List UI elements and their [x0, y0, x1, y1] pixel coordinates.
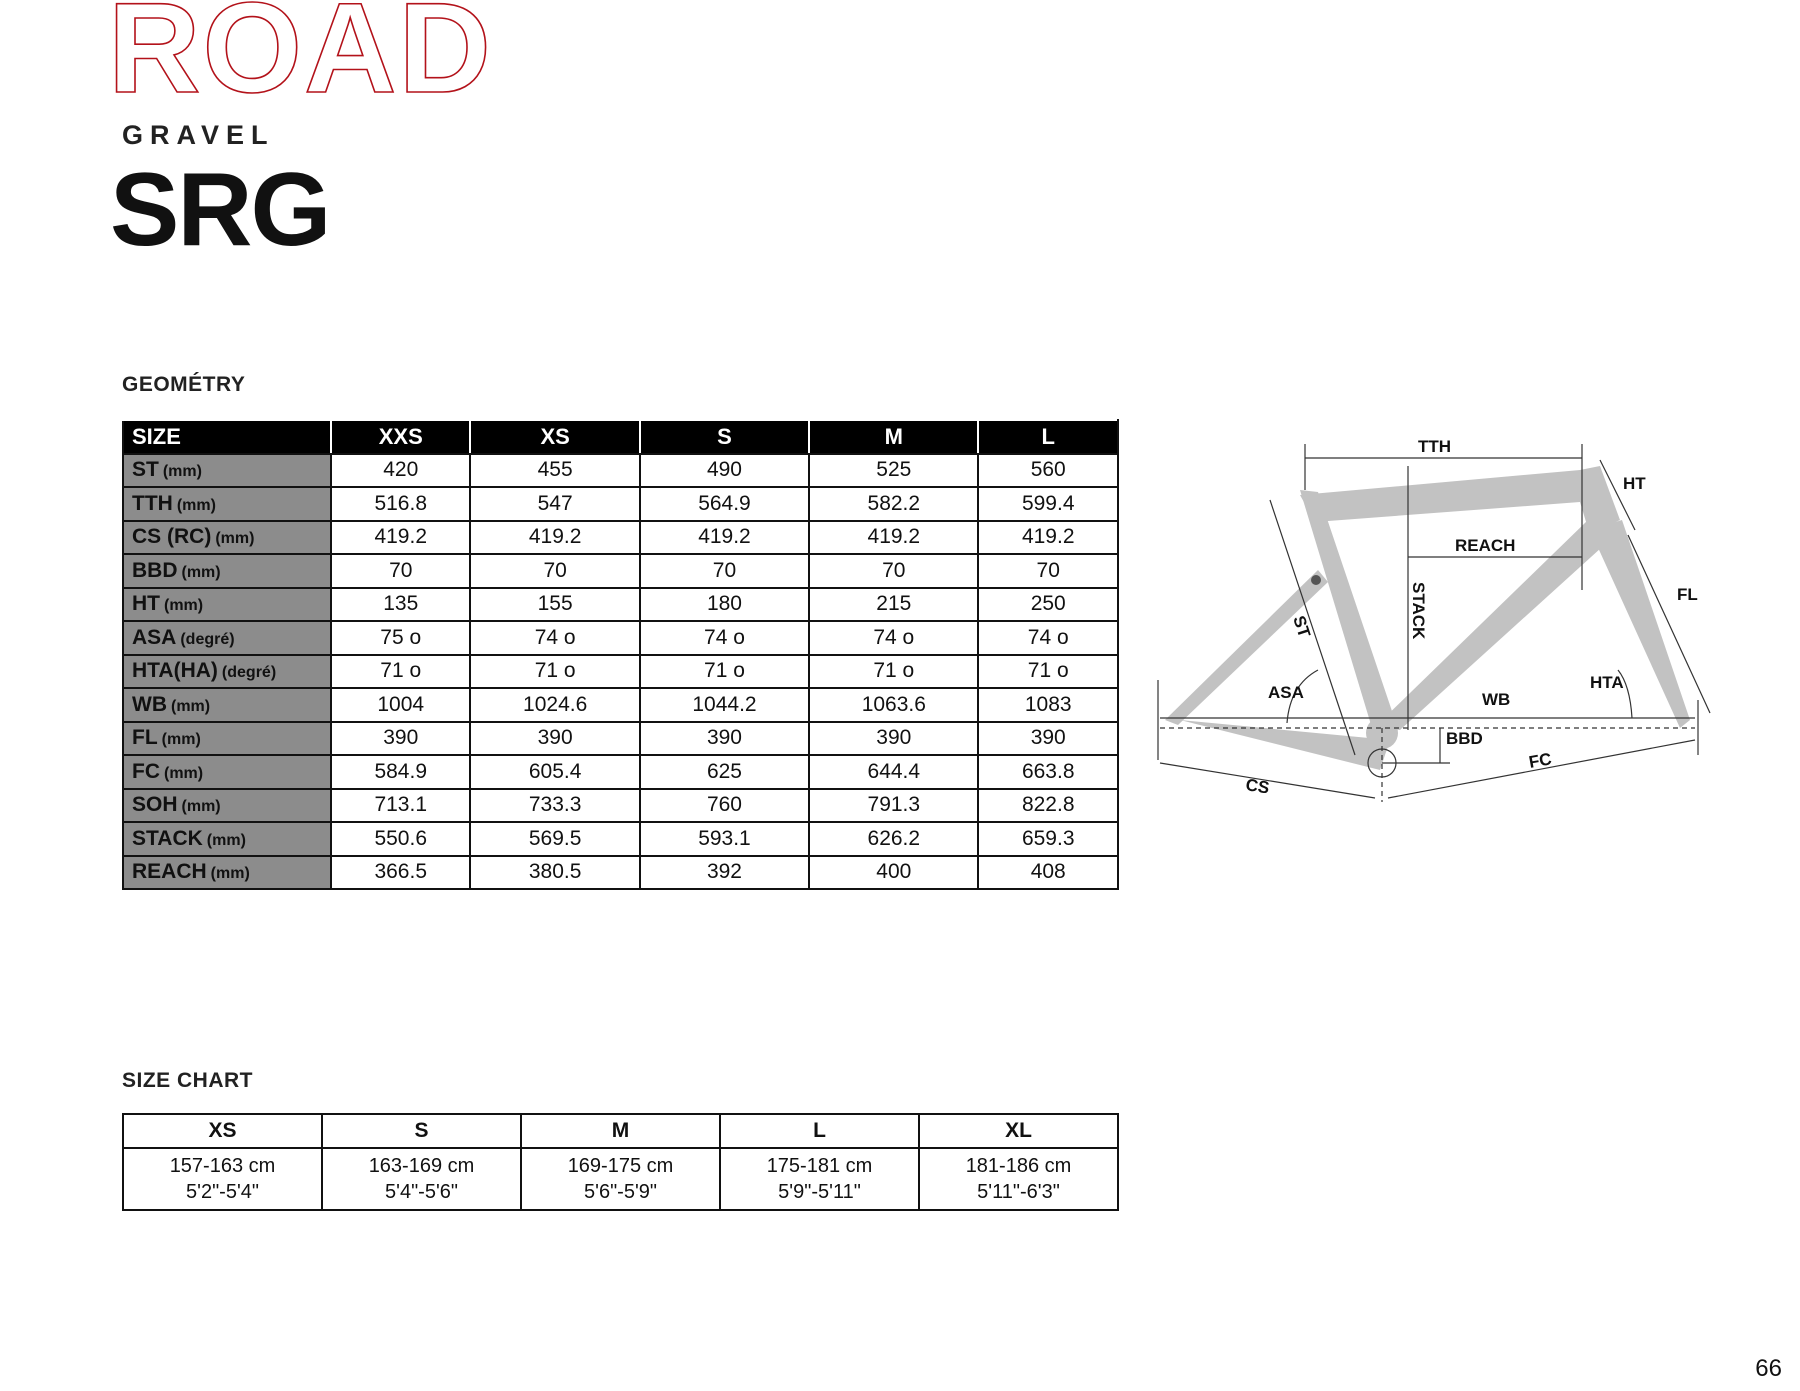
geometry-value-cell: 593.1	[640, 822, 809, 856]
geometry-value-cell: 366.5	[331, 856, 470, 890]
geometry-value-cell: 74 o	[640, 621, 809, 655]
category-label: GRAVEL	[122, 120, 275, 150]
size-chart-col-header: M	[521, 1114, 720, 1148]
geometry-value-cell: 525	[809, 454, 978, 488]
size-chart-title: SIZE CHART	[122, 1069, 253, 1092]
geometry-row	[123, 454, 1118, 488]
geometry-value-cell: 408	[978, 856, 1118, 890]
geometry-value-cell: 1004	[331, 688, 470, 722]
geometry-value-cell: 569.5	[470, 822, 639, 856]
geometry-value-cell: 390	[470, 722, 639, 756]
geometry-row	[123, 554, 1118, 588]
geometry-value-cell: 70	[470, 554, 639, 588]
geometry-value-cell: 390	[809, 722, 978, 756]
size-chart-col-header: L	[720, 1114, 919, 1148]
geometry-value-cell: 605.4	[470, 755, 639, 789]
geometry-value-cell: 419.2	[809, 521, 978, 555]
geometry-row-label	[123, 722, 331, 756]
measure-unit: (mm)	[171, 697, 211, 715]
size-chart-row	[123, 1148, 1118, 1210]
diagram-label-wb: WB	[1482, 690, 1511, 709]
geometry-value-cell: 390	[978, 722, 1118, 756]
geometry-value-cell: 71 o	[978, 655, 1118, 689]
diagram-label-asa: ASA	[1268, 683, 1304, 702]
diagram-label-ht: HT	[1623, 474, 1646, 493]
geometry-value-cell: 390	[640, 722, 809, 756]
geometry-value-cell: 547	[470, 487, 639, 521]
model-title: SRG	[110, 152, 330, 268]
geometry-value-cell: 392	[640, 856, 809, 890]
height-ft: 5'4"-5'6"	[385, 1181, 458, 1203]
diagram-label-reach: REACH	[1455, 536, 1516, 555]
geometry-value-cell: 135	[331, 588, 470, 622]
height-ft: 5'2"-5'4"	[186, 1181, 259, 1203]
geometry-value-cell: 74 o	[809, 621, 978, 655]
geometry-col-header: S	[640, 420, 809, 454]
geometry-table	[122, 419, 1119, 890]
measure-name: FL	[132, 726, 158, 750]
geometry-value-cell: 550.6	[331, 822, 470, 856]
measure-name: HTA(HA)	[132, 659, 218, 683]
geometry-row	[123, 755, 1118, 789]
geometry-value-cell: 70	[331, 554, 470, 588]
geometry-row	[123, 789, 1118, 823]
geometry-value-cell: 74 o	[470, 621, 639, 655]
measure-name: ASA	[132, 625, 177, 649]
size-range-cell	[720, 1148, 919, 1210]
geometry-value-cell: 70	[640, 554, 809, 588]
geometry-value-cell: 70	[978, 554, 1118, 588]
measure-unit: (mm)	[164, 597, 204, 615]
geometry-value-cell: 659.3	[978, 822, 1118, 856]
geometry-value-cell: 713.1	[331, 789, 470, 823]
fork	[1590, 520, 1690, 728]
geometry-row-label	[123, 521, 331, 555]
geometry-value-cell: 420	[331, 454, 470, 488]
measure-unit: (mm)	[181, 563, 221, 581]
measure-name: FC	[132, 759, 160, 783]
geometry-value-cell: 71 o	[470, 655, 639, 689]
top-tube	[1300, 470, 1580, 522]
size-chart-header-row	[123, 1114, 1118, 1148]
diagram-label-fl: FL	[1677, 585, 1698, 604]
geometry-row-label	[123, 789, 331, 823]
geometry-value-cell: 822.8	[978, 789, 1118, 823]
geometry-value-cell: 380.5	[470, 856, 639, 890]
geometry-value-cell: 419.2	[640, 521, 809, 555]
diagram-label-bbd: BBD	[1446, 729, 1483, 748]
geometry-col-header: XXS	[331, 420, 470, 454]
size-chart-col-header: XL	[919, 1114, 1118, 1148]
geometry-row-label	[123, 655, 331, 689]
geometry-value-cell: 516.8	[331, 487, 470, 521]
geometry-value-cell: 71 o	[331, 655, 470, 689]
measure-unit: (mm)	[162, 463, 202, 481]
measure-unit: (mm)	[215, 530, 255, 548]
height-cm: 181-186 cm	[965, 1155, 1072, 1177]
geometry-row-label	[123, 822, 331, 856]
page-number: 66	[1755, 1355, 1782, 1382]
chain-stay	[1160, 715, 1390, 770]
measure-name: ST	[132, 458, 159, 482]
seat-clamp-dot	[1311, 575, 1321, 585]
geometry-row	[123, 521, 1118, 555]
measure-name: HT	[132, 592, 160, 616]
geometry-value-cell: 626.2	[809, 822, 978, 856]
geometry-value-cell: 599.4	[978, 487, 1118, 521]
measure-unit: (mm)	[161, 731, 201, 749]
geometry-value-cell: 584.9	[331, 755, 470, 789]
geometry-value-cell: 180	[640, 588, 809, 622]
geometry-col-header: XS	[470, 420, 639, 454]
geometry-value-cell: 564.9	[640, 487, 809, 521]
size-chart-table	[122, 1113, 1119, 1211]
geometry-value-cell: 250	[978, 588, 1118, 622]
geometry-value-cell: 419.2	[470, 521, 639, 555]
geometry-col-header: L	[978, 420, 1118, 454]
geometry-row-label	[123, 487, 331, 521]
diagram-label-tth: TTH	[1418, 437, 1452, 456]
geometry-size-header: SIZE	[123, 420, 331, 454]
measure-name: WB	[132, 692, 167, 716]
height-cm: 163-169 cm	[368, 1155, 475, 1177]
diagram-label-stack: STACK	[1409, 582, 1428, 640]
measure-name: TTH	[132, 491, 173, 515]
geometry-row	[123, 722, 1118, 756]
size-chart-col-header: XS	[123, 1114, 322, 1148]
geometry-value-cell: 419.2	[331, 521, 470, 555]
geometry-value-cell: 70	[809, 554, 978, 588]
geometry-value-cell: 71 o	[809, 655, 978, 689]
measure-unit: (degré)	[180, 630, 235, 648]
geometry-value-cell: 791.3	[809, 789, 978, 823]
geometry-title: GEOMÉTRY	[122, 373, 246, 396]
height-cm: 169-175 cm	[567, 1155, 674, 1177]
measure-name: CS (RC)	[132, 525, 212, 549]
measure-name: SOH	[132, 793, 178, 817]
frame-geometry-diagram	[1150, 430, 1720, 810]
diagram-label-hta: HTA	[1590, 673, 1624, 692]
height-cm: 157-163 cm	[169, 1155, 276, 1177]
geometry-row	[123, 487, 1118, 521]
size-range-cell	[521, 1148, 720, 1210]
measure-unit: (mm)	[181, 798, 221, 816]
geometry-value-cell: 644.4	[809, 755, 978, 789]
geometry-value-cell: 1024.6	[470, 688, 639, 722]
geometry-value-cell: 74 o	[978, 621, 1118, 655]
measure-unit: (degré)	[221, 664, 277, 682]
geometry-value-cell: 1063.6	[809, 688, 978, 722]
seat-tube	[1300, 490, 1395, 728]
geometry-value-cell: 400	[809, 856, 978, 890]
size-range-cell	[123, 1148, 322, 1210]
measure-name: BBD	[132, 558, 178, 582]
geometry-header-row	[123, 420, 1118, 454]
geometry-value-cell: 71 o	[640, 655, 809, 689]
geometry-value-cell: 733.3	[470, 789, 639, 823]
geometry-value-cell: 582.2	[809, 487, 978, 521]
height-cm: 175-181 cm	[766, 1155, 873, 1177]
geometry-value-cell: 75 o	[331, 621, 470, 655]
geometry-col-header: M	[809, 420, 978, 454]
geometry-value-cell: 390	[331, 722, 470, 756]
geometry-row	[123, 655, 1118, 689]
geometry-row-label	[123, 454, 331, 488]
geometry-value-cell: 455	[470, 454, 639, 488]
geometry-value-cell: 1044.2	[640, 688, 809, 722]
geometry-row-label	[123, 588, 331, 622]
size-range-cell	[919, 1148, 1118, 1210]
height-ft: 5'6"-5'9"	[584, 1181, 657, 1203]
geometry-row-label	[123, 621, 331, 655]
geometry-row-label	[123, 688, 331, 722]
geometry-value-cell: 215	[809, 588, 978, 622]
diagram-label-st: ST	[1289, 613, 1314, 640]
measure-name: STACK	[132, 826, 203, 850]
height-ft: 5'11"-6'3"	[977, 1181, 1060, 1203]
diagram-label-cs: CS	[1244, 775, 1271, 798]
geometry-row	[123, 588, 1118, 622]
size-range-cell	[322, 1148, 521, 1210]
diagram-label-fc: FC	[1527, 749, 1554, 772]
measure-unit: (mm)	[210, 865, 250, 883]
geometry-row-label	[123, 755, 331, 789]
geometry-row	[123, 856, 1118, 890]
height-ft: 5'9"-5'11"	[778, 1181, 861, 1203]
measure-unit: (mm)	[176, 496, 216, 514]
geometry-value-cell: 663.8	[978, 755, 1118, 789]
geometry-value-cell: 760	[640, 789, 809, 823]
size-chart-col-header: S	[322, 1114, 521, 1148]
road-brand-word: ROAD	[108, 0, 493, 96]
measure-unit: (mm)	[164, 764, 204, 782]
geometry-row-label	[123, 554, 331, 588]
geometry-value-cell: 625	[640, 755, 809, 789]
geometry-row	[123, 688, 1118, 722]
measure-unit: (mm)	[206, 831, 246, 849]
geometry-row-label	[123, 856, 331, 890]
geometry-value-cell: 419.2	[978, 521, 1118, 555]
geometry-row	[123, 822, 1118, 856]
geometry-value-cell: 155	[470, 588, 639, 622]
geometry-value-cell: 490	[640, 454, 809, 488]
geometry-value-cell: 560	[978, 454, 1118, 488]
geometry-value-cell: 1083	[978, 688, 1118, 722]
road-brand-logo	[108, 0, 578, 96]
geometry-row	[123, 621, 1118, 655]
measure-name: REACH	[132, 860, 207, 884]
